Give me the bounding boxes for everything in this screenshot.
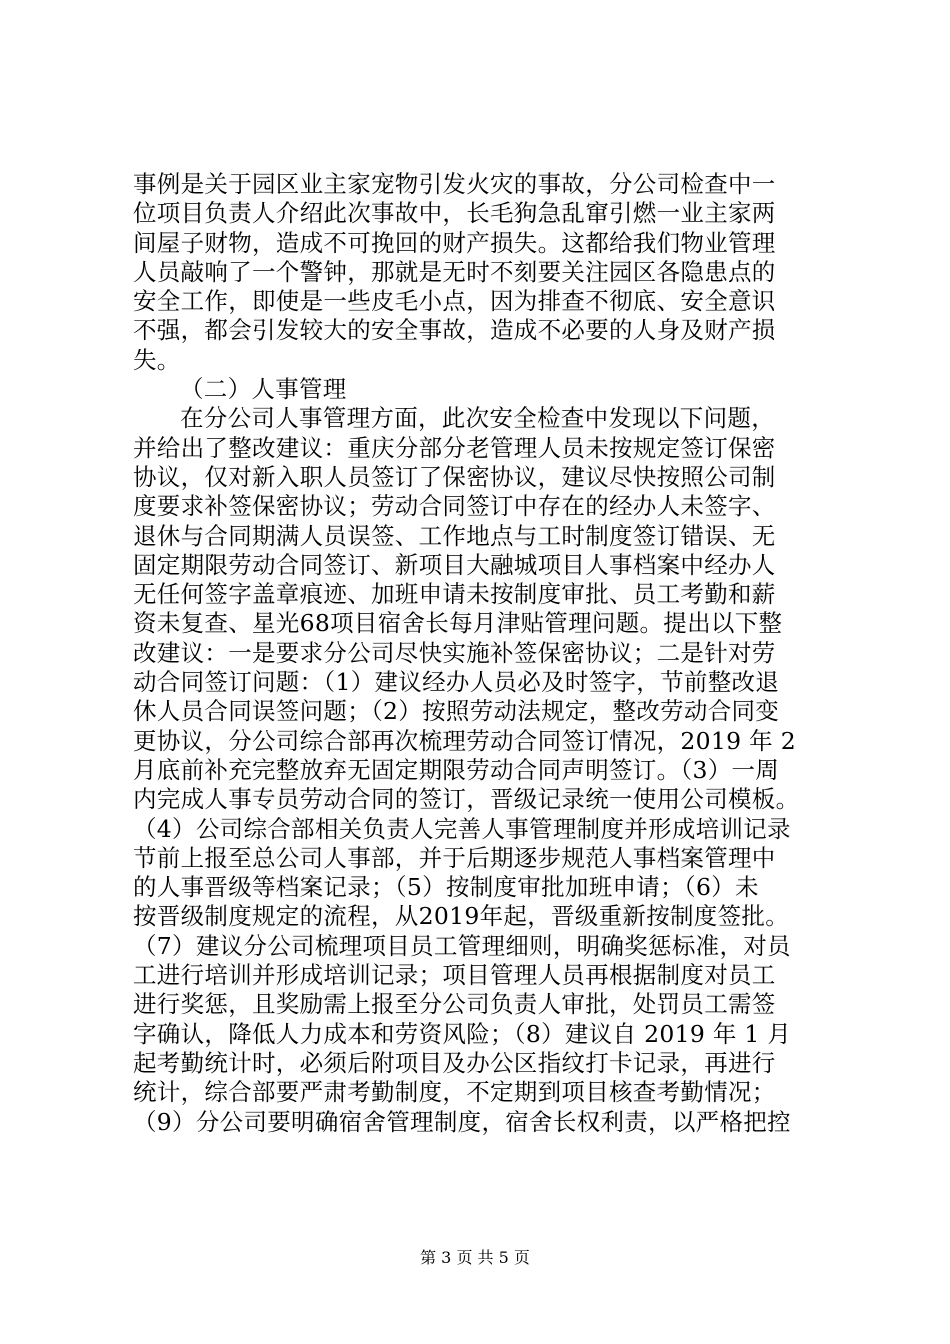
text-line: 固定期限劳动合同签订、新项目大融城项目人事档案中经办人 [133,550,776,579]
text-line: 安全工作，即使是一些皮毛小点，因为排查不彻底、安全意识 [133,287,776,316]
text-line: 无任何签字盖章痕迹、加班申请未按制度审批、员工考勤和薪 [133,580,776,609]
text-line: （二）人事管理 [180,375,347,404]
text-line: 人员敲响了一个警钟，那就是无时不刻要关注园区各隐患点的 [133,257,776,286]
text-line: 的人事晋级等档案记录；（5）按制度审批加班申请；（6）未 [133,873,759,902]
text-line: 动合同签订问题：（1）建议经办人员必及时签字，节前整改退 [133,668,780,697]
text-line: 节前上报至总公司人事部，并于后期逐步规范人事档案管理中 [133,843,776,872]
text-line: （7）建议分公司梳理项目员工管理细则，明确奖惩标准，对员 [133,931,791,960]
text-line: 改建议：一是要求分公司尽快实施补签保密协议；二是针对劳 [133,638,776,667]
text-line: 协议，仅对新入职人员签订了保密协议，建议尽快按照公司制 [133,462,776,491]
text-line: 度要求补签保密协议；劳动合同签订中存在的经办人未签字、 [133,492,776,521]
text-line: 失。 [133,345,181,374]
text-line: 月底前补充完整放弃无固定期限劳动合同声明签订。（3）一周 [133,755,780,784]
text-line: 字确认，降低人力成本和劳资风险；（8）建议自 2019 年 1 月 [133,1019,792,1048]
text-line: 起考勤统计时，必须后附项目及办公区指纹打卡记录，再进行 [133,1048,776,1077]
text-line: 进行奖惩，且奖励需上报至分公司负责人审批，处罚员工需签 [133,990,776,1019]
text-line: 间屋子财物，造成不可挽回的财产损失。这都给我们物业管理 [133,228,776,257]
text-line: 内完成人事专员劳动合同的签订，晋级记录统一使用公司模板。 [133,785,800,814]
text-line: 更协议，分公司综合部再次梳理劳动合同签订情况，2019 年 2 [133,726,796,755]
text-line: （4）公司综合部相关负责人完善人事管理制度并形成培训记录 [133,814,791,843]
text-line: 不强，都会引发较大的安全事故，造成不必要的人身及财产损 [133,316,776,345]
text-line: （9）分公司要明确宿舍管理制度，宿舍长权利责，以严格把控 [133,1107,791,1136]
text-line: 工进行培训并形成培训记录；项目管理人员再根据制度对员工 [133,961,776,990]
text-line: 统计，综合部要严肃考勤制度，不定期到项目核查考勤情况； [133,1078,776,1107]
text-line: 位项目负责人介绍此次事故中，长毛狗急乱窜引燃一业主家两 [133,199,776,228]
text-line: 退休与合同期满人员误签、工作地点与工时制度签订错误、无 [133,521,776,550]
document-body [133,170,833,1137]
page-number-footer: 第 3 页 共 5 页 [420,1248,530,1267]
text-line: 事例是关于园区业主家宠物引发火灾的事故，分公司检查中一 [133,170,776,198]
text-line: 在分公司人事管理方面，此次安全检查中发现以下问题， [180,404,775,433]
text-line: 休人员合同误签问题；（2）按照劳动法规定，整改劳动合同变 [133,697,780,726]
text-line: 资未复查、星光68项目宿舍长每月津贴管理问题。提出以下整 [133,609,783,638]
text-line: 按晋级制度规定的流程，从2019年起，晋级重新按制度签批。 [133,902,790,931]
text-line: 并给出了整改建议：重庆分部分老管理人员未按规定签订保密 [133,433,776,462]
